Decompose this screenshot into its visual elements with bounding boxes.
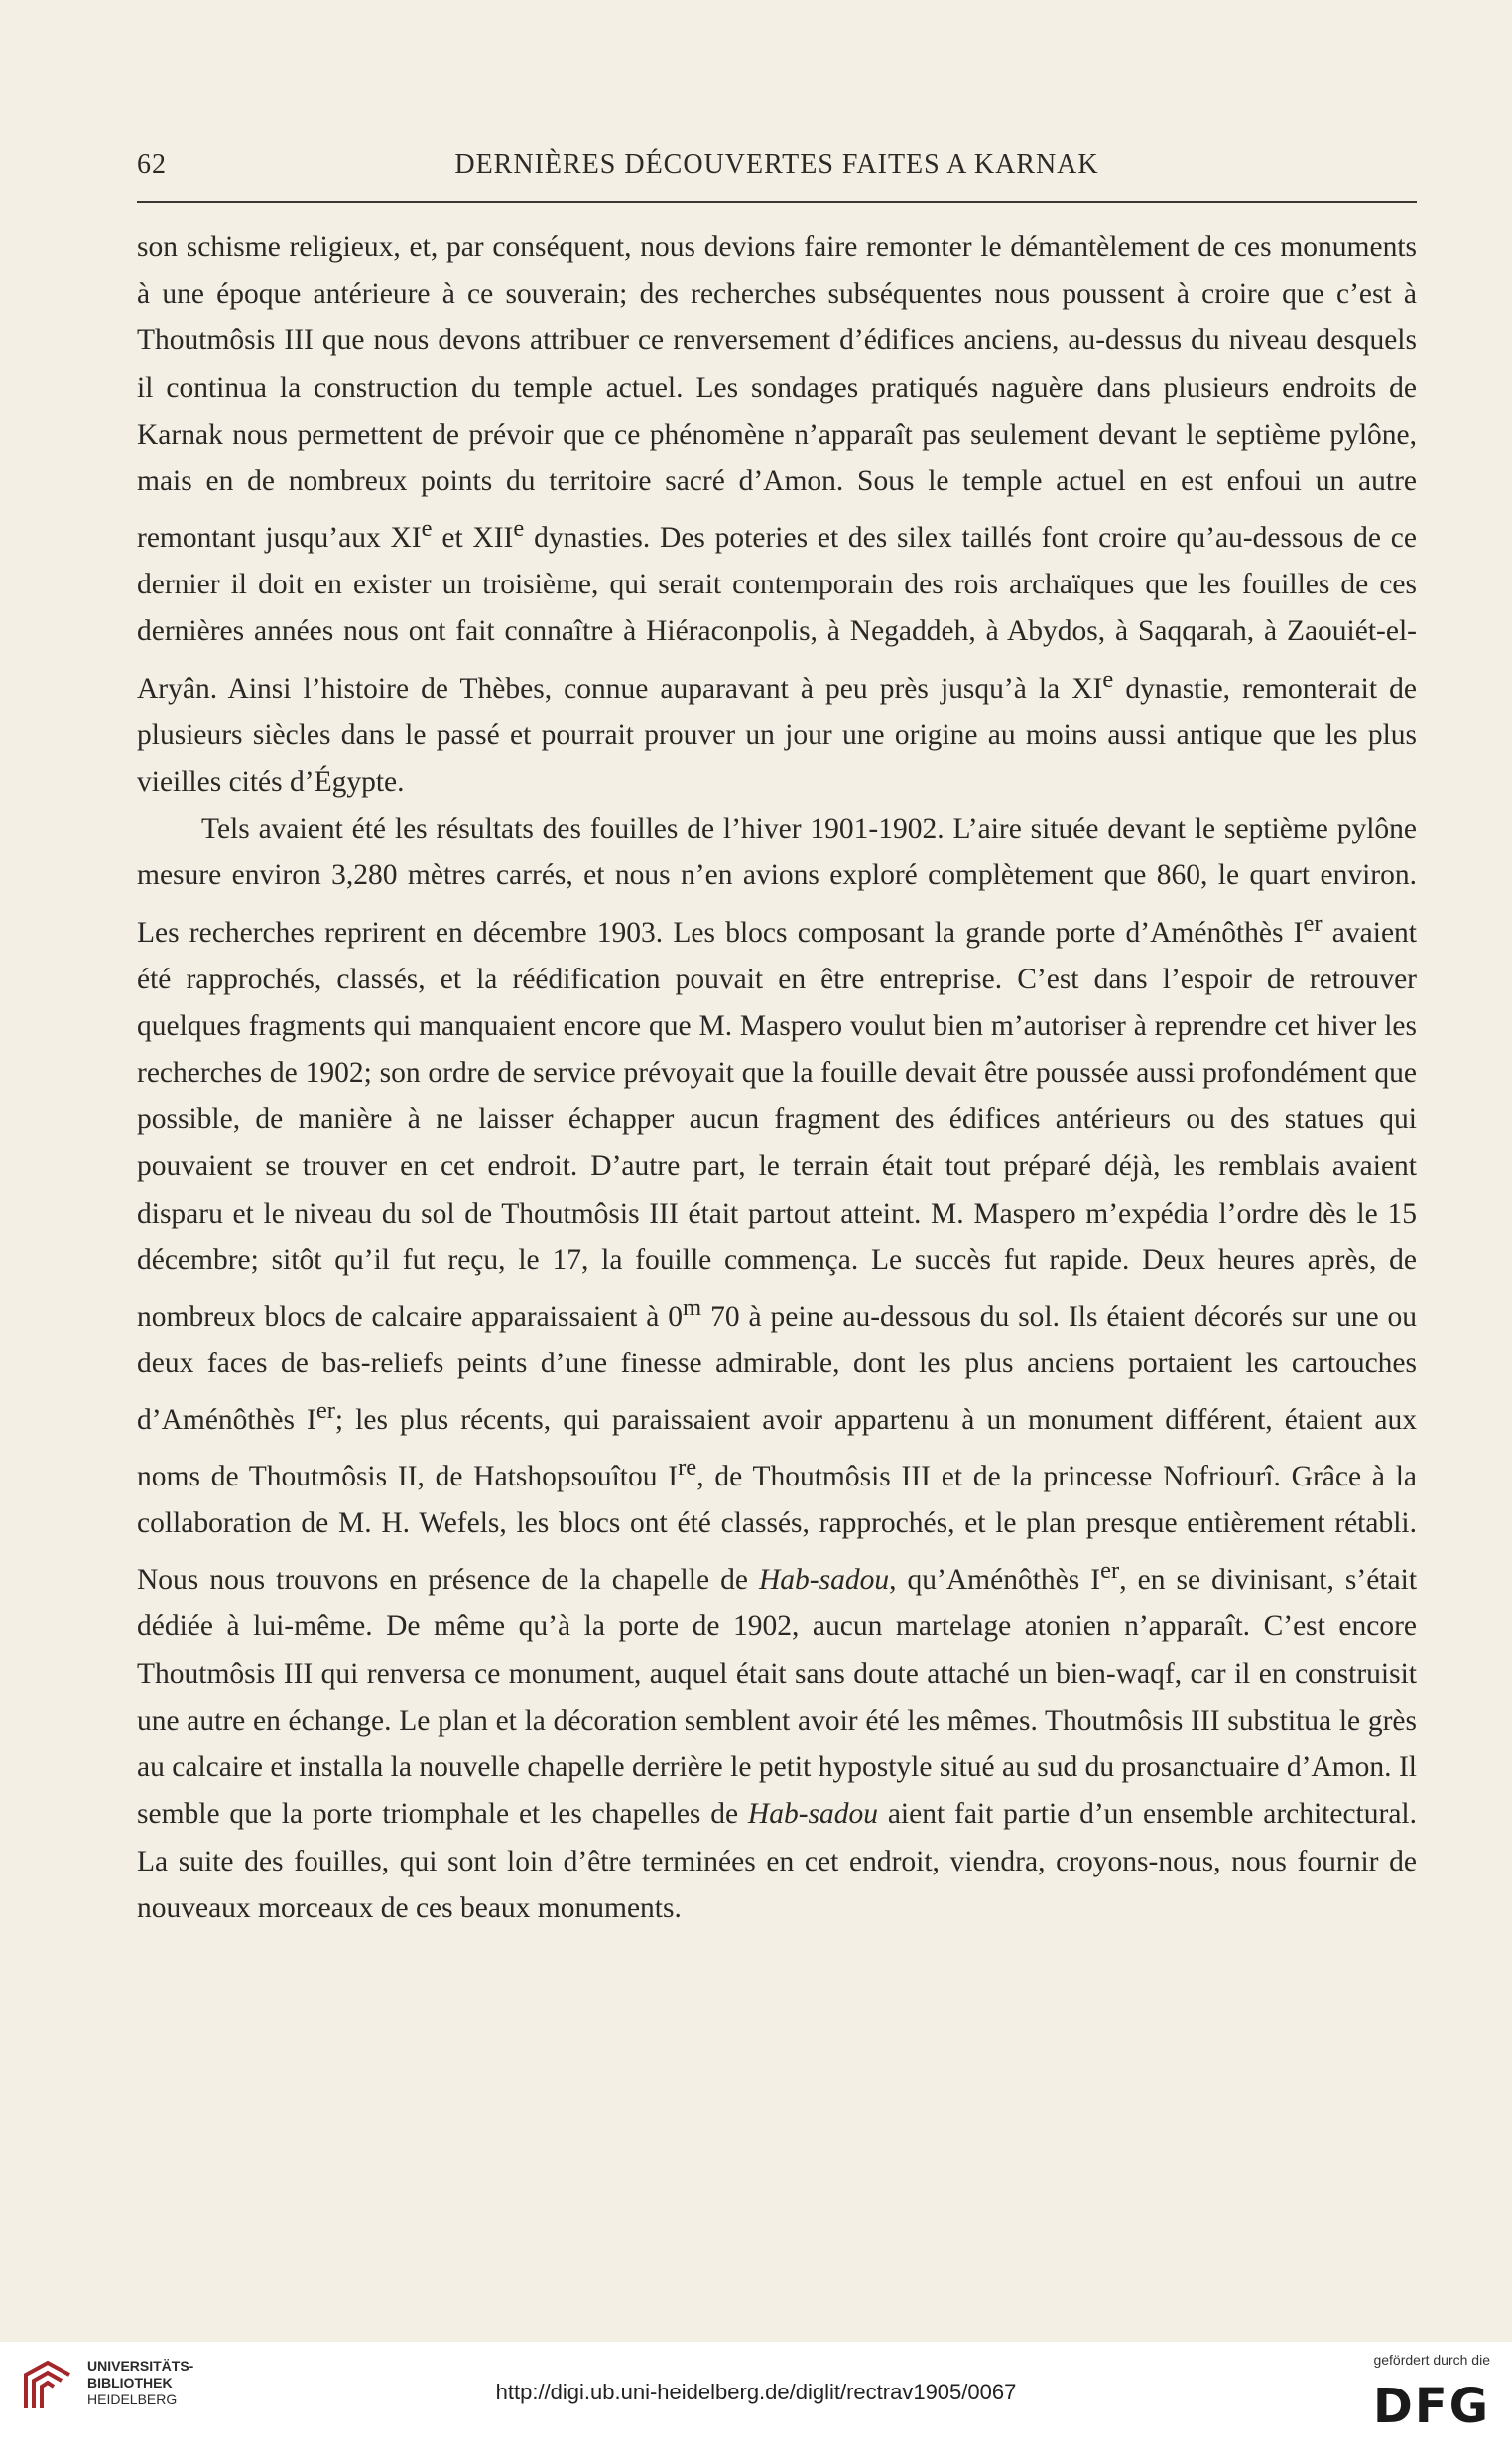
library-name: UNIVERSITÄTS- BIBLIOTHEK HEIDELBERG <box>87 2358 194 2407</box>
header-rule <box>137 201 1417 203</box>
source-url-link[interactable]: http://digi.ub.uni-heidelberg.de/diglit/rectrav1905/0067 <box>495 2380 1017 2404</box>
dfg-logo: DFG <box>1372 2379 1490 2434</box>
paragraph-1: son schisme religieux, et, par conséquent, nous devions faire remonter le démantèlement de ces monuments à une époque antérieure à ce souverain; des recherches subséquentes nous poussent à croire que c’est à Thoutmôsis III que nous devons attribuer ce renversement d’édifices anciens, au-dessus du niveau desquels il continua la construction du temple actuel. Les sondages pratiqués naguère dans plusieurs endroits de Karnak nous permettent de prévoir que ce phénomène n’apparaît pas seulement devant le septième pylône, mais en de nombreux points du territoire sacré d’Amon. Sous le temple actuel en est enfoui un autre remontant jusqu’aux XIe et XIIe dynasties. Des poteries et des silex taillés font croire qu’au-dessous de ce dernier il doit en exister un troisième, qui serait contemporain des rois archaïques que les fouilles de ces dernières années nous ont fait connaître à Hiéraconpolis, à Negaddeh, à Abydos, à Saqqarah, à Zaouiét-el-Aryân. Ainsi l’histoire de Thèbes, connue auparavant à peu près jusqu’à la XIe dynastie, remonterait de plusieurs siècles dans le passé et pourrait prouver un jour une origine au moins aussi antique que les plus vieilles cités d’Égypte. <box>137 231 1417 798</box>
page-header <box>137 149 1417 198</box>
page-number: 62 <box>137 149 167 180</box>
paragraph-2: Tels avaient été les résultats des fouilles de l’hiver 1901-1902. L’aire située devant le septième pylône mesure environ 3,280 mètres carrés, et nous n’en avions exploré complètement que 860, le quart environ. Les recherches reprirent en décembre 1903. Les blocs composant la grande porte d’Aménôthès Ier avaient été rapprochés, classés, et la réédification pouvait en être entreprise. C’est dans l’espoir de retrouver quelques fragments qui manquaient encore que M. Maspero voulut bien m’autoriser à reprendre cet hiver les recherches de 1902; son ordre de service prévoyait que la fouille devait être poussée aussi profondément que possible, de manière à ne laisser échapper aucun fragment des édifices antérieurs ou des statues qui pouvaient se trouver en cet endroit. D’autre part, le terrain était tout préparé déjà, les remblais avaient disparu et le niveau du sol de Thoutmôsis III était partout atteint. M. Maspero m’expédia l’ordre dès le 15 décembre; sitôt qu’il fut reçu, le 17, la fouille commença. Le succès fut rapide. Deux heures après, de nombreux blocs de calcaire apparaissaient à 0$^m$ 70 à peine au-dessous du sol. Ils étaient décorés sur une ou deux faces de bas-reliefs peints d’une finesse admirable, dont les plus anciens portaient les cartouches d’Aménôthès Ier; les plus récents, qui paraissaient avoir appartenu à un monument différent, étaient aux noms de Thoutmôsis II, de Hatshopsouîtou Ire, de Thoutmôsis III et de la princesse Nofriourî. Grâce à la collaboration de M. H. Wefels, les blocs ont été classés, rapprochés, et le plan presque entièrement rétabli. Nous nous trouvons en présence de la chapelle de Hab-sadou, qu’Aménôthès Ier, en se divinisant, s’était dédiée à lui-même. De même qu’à la porte de 1902, aucun martelage atonien n’apparaît. C’est encore Thoutmôsis III qui renversa ce monument, auquel était sans doute attaché un bien-waqf, car il en construisit une autre en échange. Le plan et la décoration semblent avoir été les mêmes. Thoutmôsis III substitua le grès au calcaire et installa la nouvelle chapelle derrière le petit hypostyle situé au sud du prosanctuaire d’Amon. Il semble que la porte triomphale et les chapelles de Hab-sadou aient fait partie d’un ensemble architectural. La suite des fouilles, qui sont loin d’être terminées en cet endroit, viendra, croyons-nous, nous fournir de nouveaux morceaux de ces beaux monuments. <box>137 813 1418 1924</box>
footer-bar <box>0 2342 1512 2454</box>
body-text <box>137 224 1417 1932</box>
running-title: DERNIÈRES DÉCOUVERTES FAITES A KARNAK <box>454 149 1099 180</box>
funded-by-label: gefördert durch die <box>1373 2352 1490 2368</box>
